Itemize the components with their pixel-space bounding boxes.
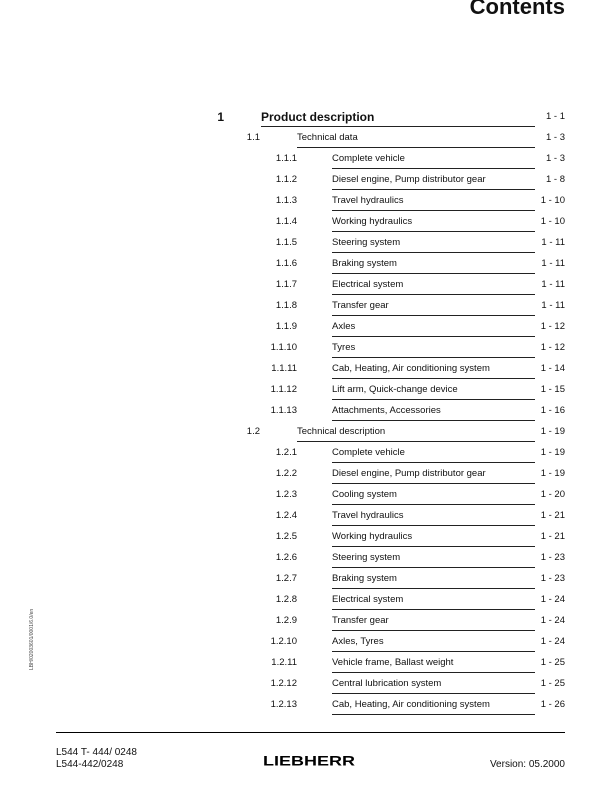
toc-entry-rule	[332, 315, 535, 316]
toc-entry-number: 1.1.8	[275, 300, 297, 311]
toc-entry-rule	[297, 441, 535, 442]
toc-entry-page: 1 - 12	[540, 342, 565, 353]
toc-entry-page: 1 - 19	[540, 447, 565, 458]
toc-entry	[0, 530, 565, 544]
toc-entry-rule	[332, 462, 535, 463]
toc-entry-rule	[332, 546, 535, 547]
footer-version: Version: 05.2000	[489, 759, 565, 770]
toc-entry-title: Complete vehicle	[332, 447, 405, 458]
toc-entry-title: Travel hydraulics	[332, 510, 404, 521]
toc-entry-title: Cooling system	[332, 489, 397, 500]
toc-entry	[0, 425, 565, 439]
toc-entry-page: 1 - 11	[541, 237, 565, 248]
toc-entry-page: 1 - 11	[541, 258, 565, 269]
toc-entry-rule	[332, 168, 535, 169]
toc-entry-page: 1 - 3	[545, 132, 565, 143]
toc-entry-rule	[332, 672, 535, 673]
toc-entry-number: 1.2.2	[275, 468, 297, 479]
toc-entry	[0, 488, 565, 502]
toc-entry-title: Electrical system	[332, 279, 404, 290]
toc-entry-number: 1.1.5	[275, 237, 297, 248]
toc-entry	[0, 467, 565, 481]
toc-entry-title: Steering system	[332, 552, 401, 563]
toc-entry	[0, 236, 565, 250]
toc-entry-number: 1.2.4	[275, 510, 297, 521]
toc-entry-page: 1 - 1	[545, 111, 565, 122]
toc-entry-title: Product description	[261, 110, 375, 124]
toc-entry-rule	[332, 252, 535, 253]
toc-entry-title: Cab, Heating, Air conditioning system	[332, 699, 490, 710]
toc-entry-number: 1.2.6	[275, 552, 297, 563]
toc-entry	[0, 257, 565, 271]
toc-entry-title: Tyres	[332, 342, 356, 353]
toc-entry-rule	[332, 378, 535, 379]
toc-entry-number: 1.2.1	[275, 447, 297, 458]
toc-entry	[0, 152, 565, 166]
toc-entry-rule	[332, 357, 535, 358]
toc-entry-title: Transfer gear	[332, 615, 389, 626]
toc-entry-number: 1.2.7	[275, 573, 297, 584]
toc-entry-number: 1.2.13	[270, 699, 297, 710]
toc-entry-page: 1 - 24	[540, 615, 565, 626]
toc-entry-page: 1 - 10	[540, 216, 565, 227]
toc-entry-page: 1 - 20	[540, 489, 565, 500]
toc-entry-title: Braking system	[332, 573, 397, 584]
toc-entry-number: 1.1.13	[270, 405, 297, 416]
toc-entry	[0, 362, 565, 376]
toc-entry	[0, 551, 565, 565]
toc-entry-number: 1	[217, 110, 224, 124]
footer-model-line2: L544-442/0248	[56, 759, 124, 770]
toc-entry	[0, 677, 565, 691]
toc-entry	[0, 215, 565, 229]
toc-entry-rule	[297, 147, 535, 148]
toc-entry-number: 1.1.10	[270, 342, 297, 353]
toc-entry-rule	[332, 567, 535, 568]
toc-entry-title: Axles, Tyres	[332, 636, 384, 647]
toc-entry-rule	[332, 336, 535, 337]
toc-entry-page: 1 - 10	[540, 195, 565, 206]
toc-entry-page: 1 - 24	[540, 594, 565, 605]
toc-entry-rule	[332, 630, 535, 631]
toc-entry-title: Vehicle frame, Ballast weight	[332, 657, 454, 668]
toc-entry	[0, 131, 565, 145]
page-title: Contents	[469, 0, 565, 19]
toc-entry-number: 1.2.10	[270, 636, 297, 647]
toc-entry	[0, 593, 565, 607]
toc-entry-title: Diesel engine, Pump distributor gear	[332, 174, 486, 185]
toc-entry-page: 1 - 23	[540, 552, 565, 563]
toc-entry-page: 1 - 16	[540, 405, 565, 416]
toc-entry-page: 1 - 19	[540, 426, 565, 437]
toc-entry-rule	[332, 483, 535, 484]
toc-entry	[0, 509, 565, 523]
toc-entry-page: 1 - 12	[540, 321, 565, 332]
toc-entry-rule	[332, 609, 535, 610]
toc-entry-rule	[261, 126, 535, 127]
toc-entry-number: 1.2.8	[275, 594, 297, 605]
toc-entry-rule	[332, 588, 535, 589]
toc-entry-number: 1.1.1	[275, 153, 297, 164]
toc-entry-number: 1.1.7	[275, 279, 297, 290]
toc-entry-title: Working hydraulics	[332, 531, 413, 542]
toc-entry-rule	[332, 399, 535, 400]
document-code: LBH/02003601/0001/6.0/en	[29, 608, 35, 670]
toc-entry-page: 1 - 11	[541, 279, 565, 290]
toc-entry-page: 1 - 19	[540, 468, 565, 479]
toc-entry-number: 1.2.12	[270, 678, 297, 689]
toc-entry-title: Braking system	[332, 258, 397, 269]
toc-entry-title: Attachments, Accessories	[332, 405, 441, 416]
toc-entry	[0, 656, 565, 670]
toc-entry-rule	[332, 420, 535, 421]
toc-entry-number: 1.1	[246, 132, 260, 143]
toc-entry-number: 1.1.12	[270, 384, 297, 395]
toc-entry-rule	[332, 504, 535, 505]
toc-entry-page: 1 - 14	[540, 363, 565, 374]
toc-entry-title: Steering system	[332, 237, 401, 248]
toc-entry-title: Working hydraulics	[332, 216, 413, 227]
svg-text:LIEBHERR: LIEBHERR	[263, 754, 355, 767]
toc-entry-page: 1 - 21	[540, 510, 565, 521]
toc-entry	[0, 299, 565, 313]
toc-entry	[0, 698, 565, 712]
toc-entry-page: 1 - 24	[540, 636, 565, 647]
toc-entry-number: 1.2	[246, 426, 260, 437]
toc-entry-number: 1.2.3	[275, 489, 297, 500]
toc-entry-page: 1 - 26	[540, 699, 565, 710]
toc-entry-title: Transfer gear	[332, 300, 389, 311]
liebherr-logo	[262, 754, 356, 767]
toc-entry-page: 1 - 23	[540, 573, 565, 584]
toc-entry-rule	[332, 651, 535, 652]
toc-entry	[0, 278, 565, 292]
toc-entry-rule	[332, 273, 535, 274]
toc-entry-title: Lift arm, Quick-change device	[332, 384, 458, 395]
toc-entry-number: 1.2.11	[271, 657, 297, 668]
toc-entry-title: Axles	[332, 321, 356, 332]
toc-entry	[0, 404, 565, 418]
toc-entry-page: 1 - 11	[541, 300, 565, 311]
toc-entry-number: 1.1.2	[275, 174, 297, 185]
toc-entry-rule	[332, 210, 535, 211]
toc-entry	[0, 194, 565, 208]
toc-entry-title: Travel hydraulics	[332, 195, 404, 206]
toc-entry-number: 1.2.9	[275, 615, 297, 626]
toc-entry-title: Electrical system	[332, 594, 404, 605]
toc-entry-page: 1 - 25	[540, 657, 565, 668]
toc-entry-rule	[332, 294, 535, 295]
toc-entry-rule	[332, 714, 535, 715]
toc-entry-number: 1.1.9	[275, 321, 297, 332]
toc-entry	[0, 173, 565, 187]
toc-entry	[0, 572, 565, 586]
toc-entry-rule	[332, 231, 535, 232]
toc-entry-page: 1 - 25	[540, 678, 565, 689]
toc-entry-title: Cab, Heating, Air conditioning system	[332, 363, 490, 374]
toc-entry	[0, 110, 565, 124]
toc-entry-number: 1.2.5	[275, 531, 297, 542]
toc-entry	[0, 614, 565, 628]
toc-entry-title: Technical description	[297, 426, 386, 437]
toc-entry-page: 1 - 21	[540, 531, 565, 542]
toc-entry-title: Diesel engine, Pump distributor gear	[332, 468, 486, 479]
toc-entry	[0, 383, 565, 397]
footer-model-line1: L544 T- 444/ 0248	[56, 747, 137, 758]
toc-entry-page: 1 - 3	[545, 153, 565, 164]
toc-entry-title: Complete vehicle	[332, 153, 405, 164]
toc-entry	[0, 446, 565, 460]
toc-entry-number: 1.1.6	[275, 258, 297, 269]
toc-entry-page: 1 - 15	[540, 384, 565, 395]
toc-entry-title: Central lubrication system	[332, 678, 442, 689]
toc-entry-page: 1 - 8	[545, 174, 565, 185]
toc-entry-number: 1.1.4	[275, 216, 297, 227]
toc-entry-rule	[332, 189, 535, 190]
footer-rule	[56, 732, 565, 733]
toc-entry-title: Technical data	[297, 132, 358, 143]
toc-entry	[0, 320, 565, 334]
toc-entry-rule	[332, 693, 535, 694]
toc-entry	[0, 341, 565, 355]
toc-entry-rule	[332, 525, 535, 526]
toc-entry-number: 1.1.11	[271, 363, 297, 374]
toc-entry-number: 1.1.3	[275, 195, 297, 206]
toc-entry	[0, 635, 565, 649]
